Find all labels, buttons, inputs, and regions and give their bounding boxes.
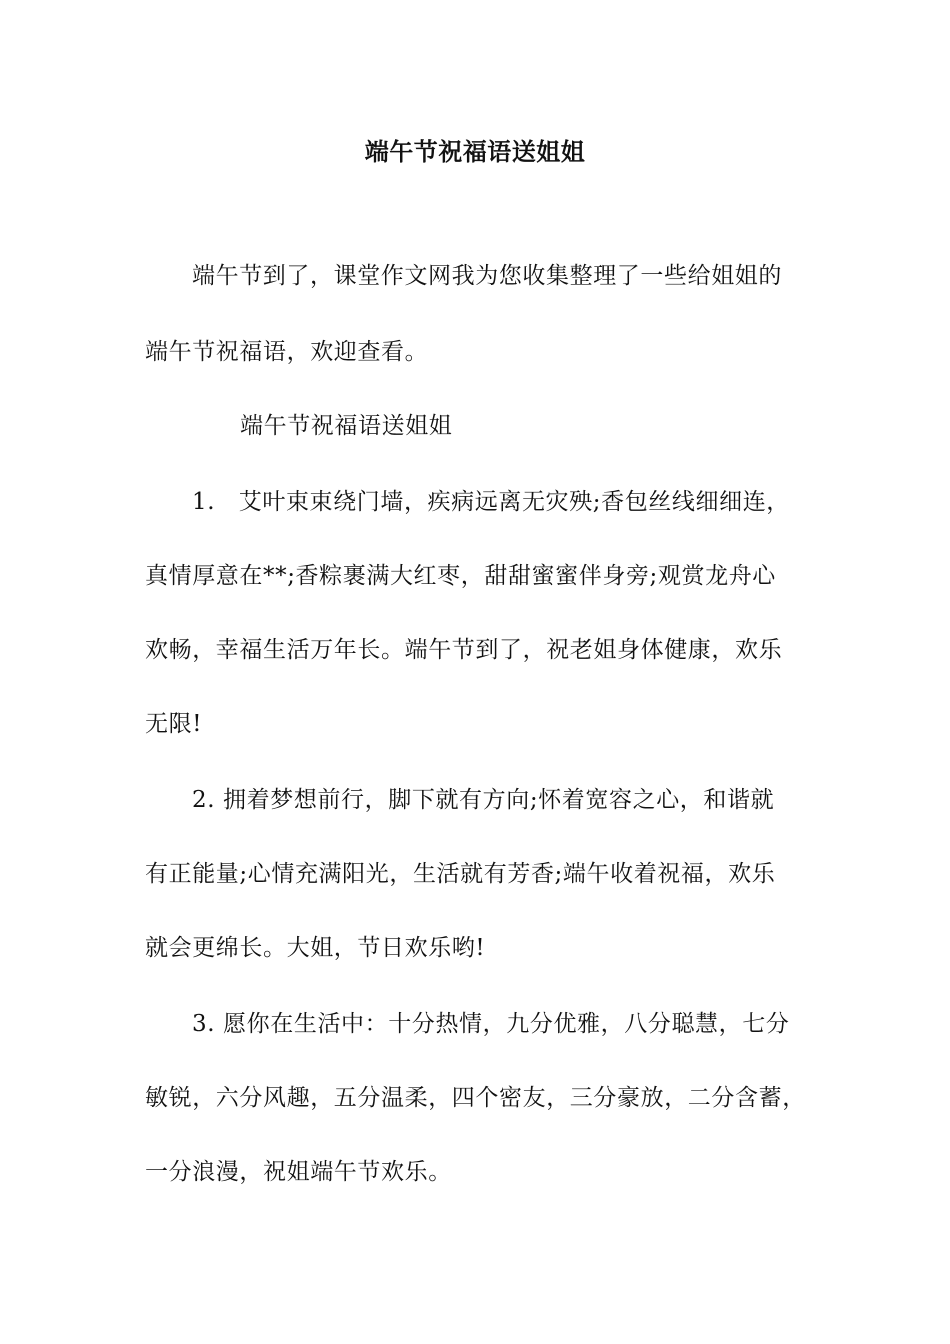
list-item-line: 敏锐，六分风趣，五分温柔，四个密友，三分豪放，二分含蓄，	[145, 1085, 806, 1111]
list-item-line: 1. 艾叶束束绕门墙，疾病远离无灾殃;香包丝线细细连，	[192, 489, 790, 515]
document-title: 端午节祝福语送姐姐	[364, 137, 586, 166]
list-item-line: 真情厚意在**;香粽裹满大红枣，甜甜蜜蜜伴身旁;观赏龙舟心	[145, 563, 776, 589]
paragraph-line: 端午节到了，课堂作文网我为您收集整理了一些给姐姐的	[192, 263, 782, 289]
paragraph-line: 端午节祝福语，欢迎查看。	[145, 339, 429, 365]
list-item-line: 3. 愿你在生活中：十分热情，九分优雅，八分聪慧，七分	[192, 1011, 790, 1037]
list-item-line: 就会更绵长。大姐，节日欢乐哟!	[145, 935, 486, 961]
list-item-line: 无限!	[145, 711, 203, 737]
list-item-line: 一分浪漫，祝姐端午节欢乐。	[145, 1159, 452, 1185]
section-heading: 端午节祝福语送姐姐	[240, 413, 453, 439]
list-item-line: 欢畅，幸福生活万年长。端午节到了，祝老姐身体健康，欢乐	[145, 637, 783, 663]
list-item-line: 2. 拥着梦想前行，脚下就有方向;怀着宽容之心，和谐就	[192, 787, 775, 813]
list-item-line: 有正能量;心情充满阳光，生活就有芳香;端午收着祝福，欢乐	[145, 861, 776, 887]
